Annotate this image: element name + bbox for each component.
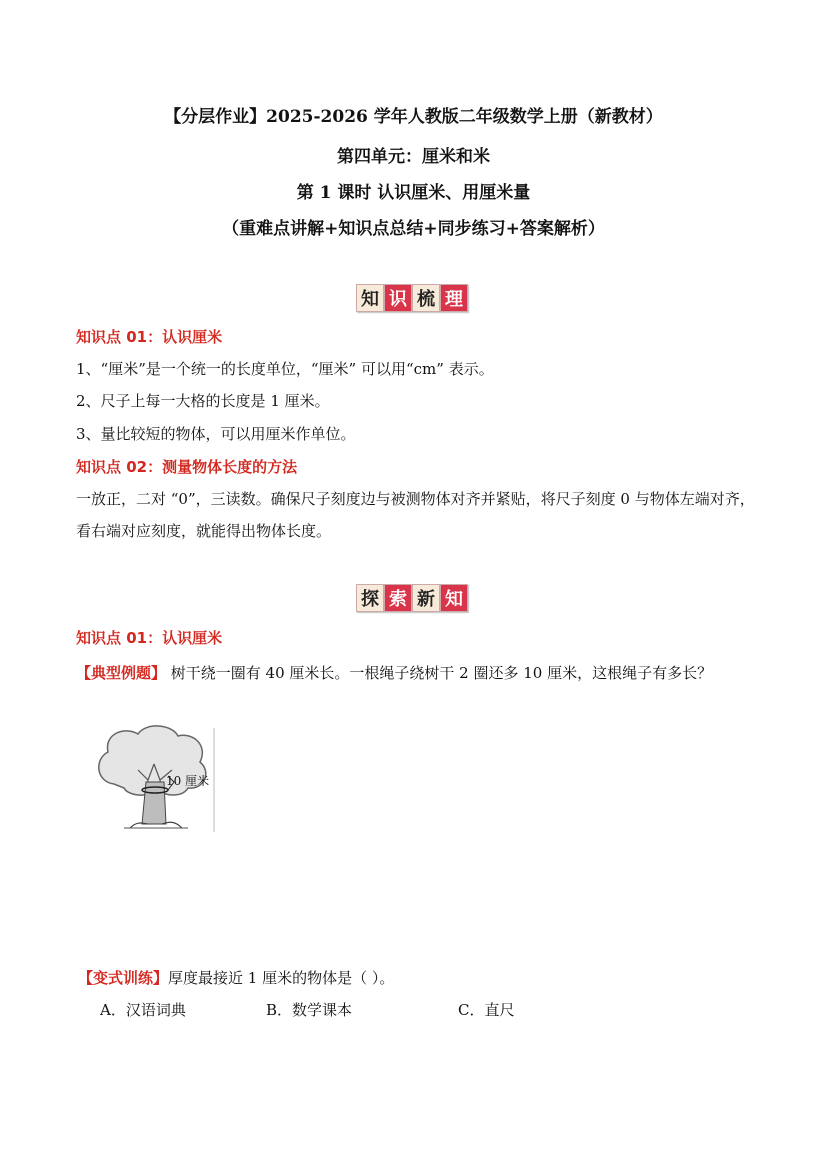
- banner-char: 知: [440, 584, 468, 612]
- banner-char: 新: [412, 584, 440, 612]
- knowledge-line: 3、量比较短的物体，可以用厘米作单位。: [76, 425, 356, 443]
- example-text: 树干绕一圈有 40 厘米长。一根绳子绕树干 2 圈还多 10 厘米，这根绳子有多长？: [166, 664, 713, 682]
- knowledge-point-2-heading: 知识点 02：测量物体长度的方法: [76, 458, 298, 476]
- example-tag: 【典型例题】: [76, 664, 167, 682]
- banner-char: 探: [356, 584, 384, 612]
- banner-char: 知: [356, 284, 384, 312]
- knowledge-line: 1、“厘米”是一个统一的长度单位，“厘米” 可以用“cm” 表示。: [76, 360, 494, 378]
- document-title: 【分层作业】2025-2026 学年人教版二年级数学上册（新教材）: [164, 107, 663, 127]
- banner-char: 梳: [412, 284, 440, 312]
- variant-text: 厚度最接近 1 厘米的物体是（ ）。: [168, 969, 395, 987]
- figure-label: 10 厘米: [166, 774, 210, 788]
- option-c: C．直尺: [458, 1001, 515, 1019]
- option-b: B．数学课本: [266, 1001, 353, 1019]
- lesson-title: 第 1 课时 认识厘米、用厘米量: [296, 183, 531, 203]
- knowledge-line: 2、尺子上每一大格的长度是 1 厘米。: [76, 392, 330, 410]
- knowledge-point-2-text: 一放正，二对 “0”，三读数。确保尺子刻度边与被测物体对齐并紧贴，将尺子刻度 0 与物体左端对齐，看右端对应刻度，就能得出物体长度。: [76, 490, 755, 540]
- option-a: A．汉语词典: [100, 1001, 186, 1019]
- tree-figure: [94, 724, 216, 834]
- explore-banner: [356, 584, 468, 612]
- unit-title: 第四单元：厘米和米: [337, 147, 490, 167]
- explore-point-heading: 知识点 01：认识厘米: [76, 629, 223, 647]
- knowledge-point-1-heading: 知识点 01：认识厘米: [76, 328, 223, 346]
- banner-char: 识: [384, 284, 412, 312]
- variant-tag: 【变式训练】: [78, 969, 169, 987]
- example-problem: [76, 657, 756, 689]
- variant-problem: [78, 967, 394, 989]
- banner-char: 理: [440, 284, 468, 312]
- banner-char: 索: [384, 584, 412, 612]
- document-subtitle: （重难点讲解+知识点总结+同步练习+答案解析）: [222, 219, 605, 239]
- review-banner: [356, 284, 468, 312]
